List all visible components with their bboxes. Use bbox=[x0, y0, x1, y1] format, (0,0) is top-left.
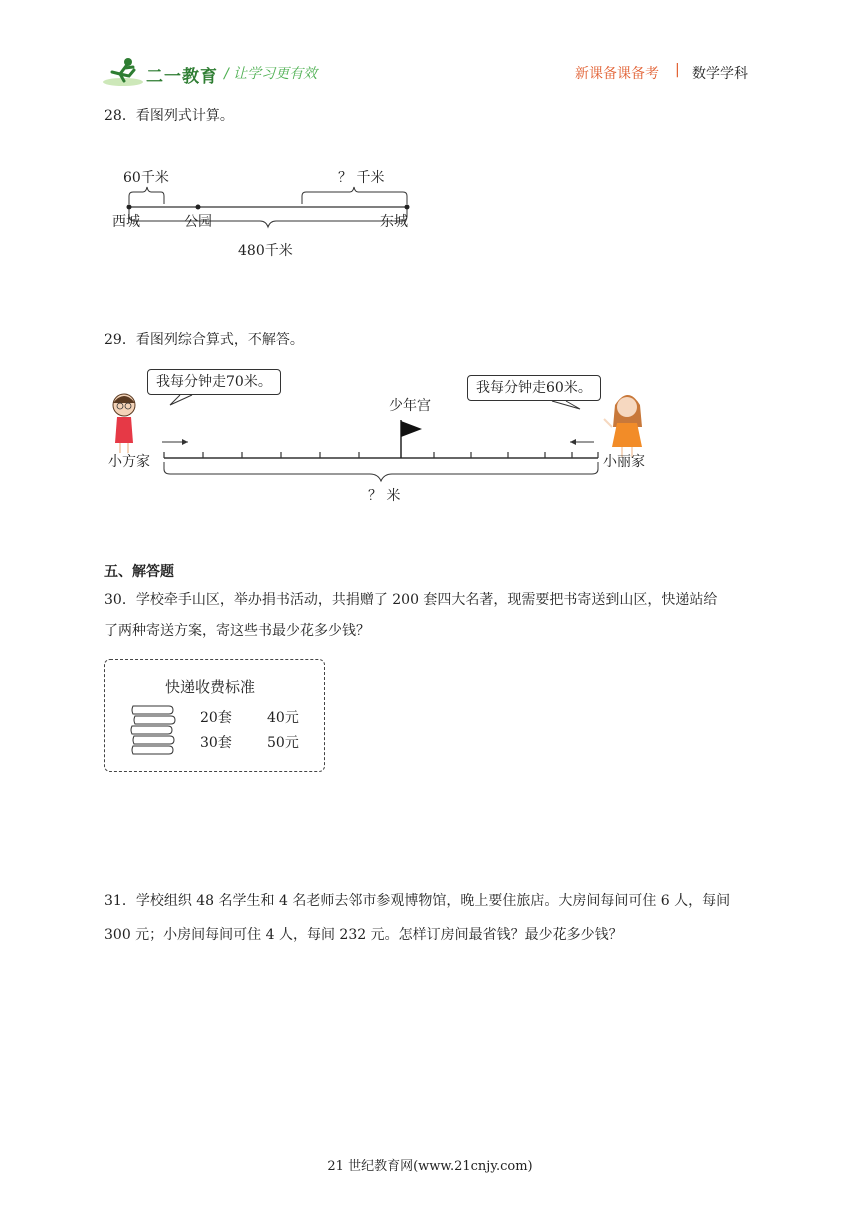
question-28-text: 28．看图列式计算。 bbox=[104, 108, 234, 124]
q28-diagram bbox=[100, 160, 430, 265]
xiaoli-girl-icon bbox=[604, 395, 642, 457]
logo-text: 二一教育 bbox=[146, 67, 218, 87]
section-title: 五、解答题 bbox=[104, 564, 174, 580]
q29-diagram bbox=[100, 365, 670, 510]
question-31-line-1: 31．学校组织 48 名学生和 4 名老师去邻市参观博物馆，晚上要住旅店。大房间每间可住 6 人，每间 bbox=[104, 893, 731, 909]
page-header bbox=[0, 0, 860, 100]
header-subject: 数学学科 bbox=[692, 66, 748, 82]
books-stack-icon bbox=[129, 700, 177, 756]
fee-card-title: 快递收费标准 bbox=[165, 678, 256, 696]
q29-label-total-meters: ？ 米 bbox=[368, 488, 401, 504]
header-slogan: / 让学习更有效 bbox=[224, 66, 318, 82]
q28-label-60km: 60千米 bbox=[123, 170, 169, 186]
fee-row-2-price: 50元 bbox=[267, 735, 299, 751]
header-divider: | bbox=[675, 62, 680, 78]
q28-label-park: 公园 bbox=[184, 214, 212, 230]
header-tagline: 新课备课备考 bbox=[575, 66, 659, 82]
q28-label-unknown-km: ？ 千米 bbox=[338, 170, 385, 186]
question-30-line-1: 30．学校牵手山区，举办捐书活动，共捐赠了 200 套四大名著，现需要把书寄送到山区，快递站给 bbox=[104, 592, 718, 608]
q28-label-total: 480千米 bbox=[238, 243, 293, 259]
fee-row-2-sets: 30套 bbox=[200, 735, 232, 751]
q29-speech-bubble-left: 我每分钟走70米。 bbox=[147, 369, 281, 395]
runner-logo-icon bbox=[102, 56, 144, 88]
xiaofang-girl-icon bbox=[113, 394, 135, 453]
q28-label-east-city: 东城 bbox=[380, 214, 408, 230]
question-30-line-2: 了两种寄送方案，寄这些书最少花多少钱？ bbox=[104, 623, 370, 639]
question-29-text: 29．看图列综合算式，不解答。 bbox=[104, 332, 304, 348]
q29-label-youth-palace: 少年宫 bbox=[389, 398, 431, 414]
q28-label-west-city: 西城 bbox=[112, 214, 140, 230]
page-footer: 21 世纪教育网(www.21cnjy.com) bbox=[327, 1159, 533, 1174]
delivery-fee-card bbox=[104, 659, 325, 772]
fee-row-1-price: 40元 bbox=[267, 710, 299, 726]
question-31-line-2: 300 元；小房间每间可住 4 人，每间 232 元。怎样订房间最省钱？最少花多少钱？ bbox=[104, 927, 623, 943]
q29-label-xiaoli-home: 小丽家 bbox=[603, 454, 645, 470]
q29-speech-bubble-right: 我每分钟走60米。 bbox=[467, 375, 601, 401]
fee-row-1-sets: 20套 bbox=[200, 710, 232, 726]
q29-label-xiaofang-home: 小方家 bbox=[108, 454, 150, 470]
